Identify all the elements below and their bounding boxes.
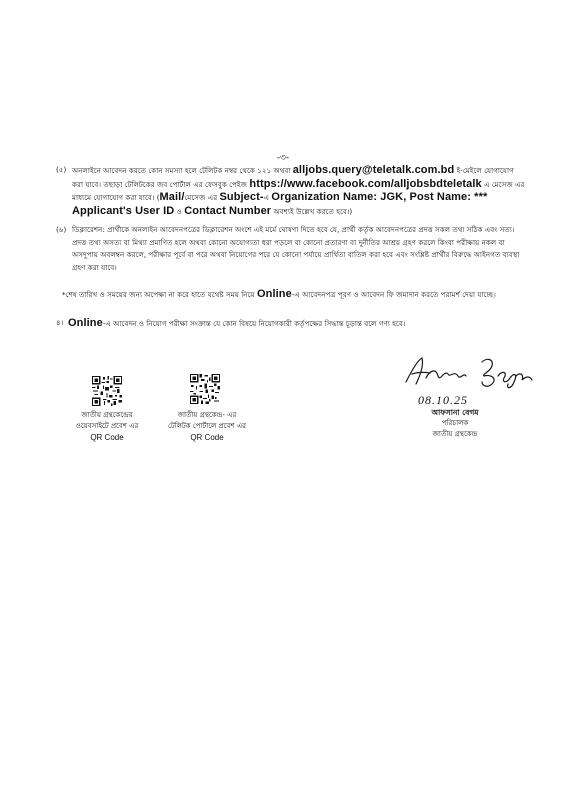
- item-5-text-a: অনলাইনে আবেদন করতে কোন সমস্যা হলে টেলিটক নম্বর থেকে ১২১ অথবা: [72, 166, 293, 175]
- qr-code-icon: [92, 376, 122, 406]
- item-6: [56, 224, 526, 274]
- item-5-text-c: এ মেসেজ এর মাধ্যমে যোগাযোগ করা যাবে। (: [72, 179, 525, 202]
- facebook-url: https://www.facebook.com/alljobsbdteletalk: [249, 177, 482, 190]
- qr-caption-website-line3: QR Code: [90, 433, 124, 442]
- signatory-block: [400, 407, 510, 440]
- signature-date: 08.10.25: [418, 393, 468, 407]
- qr-code-icon: [190, 374, 220, 404]
- item-5: [56, 164, 526, 218]
- qr-code-teletalk[interactable]: [190, 374, 220, 404]
- item-4: [56, 317, 526, 331]
- qr-caption-teletalk-line1: জাতীয় গ্রন্থকেন্দ্র- এর: [177, 411, 237, 419]
- support-email: alljobs.query@teletalk.com.bd: [292, 164, 455, 176]
- note-online: Online: [256, 288, 292, 300]
- item-6-number: (৬): [56, 225, 67, 234]
- qr-caption-teletalk: [146, 410, 268, 443]
- qr-caption-teletalk-line2: টেলিটক পোর্টালে প্রবেশ এর: [167, 422, 246, 430]
- handwritten-signature: [402, 352, 534, 394]
- page-number: -৩-: [276, 153, 290, 163]
- item-6-text: ডিক্লারেশন: প্রার্থীকে অনলাইন আবেদনপত্রের ডিক্লারেশন অংশে এই মর্মে ঘোষণা দিতে হবে যে, প্রার্থী কর্তৃক আবেদনপত্রের প্রদত্ত সকল তথ্য সঠিক এবং সত্য। প্রদত্ত তথ্য অসত্য বা মিথ্যা প্রমাণিত হলে অথবা কোনো অযোগ্যতা ধরা পড়লে বা কোনো প্রতারণা বা দুর্নীতির আশ্রয় গ্রহণ করলে কিংবা পরীক্ষায় নকল বা অসদুপায় অবলম্বন করলে, পরীক্ষার পূর্বে বা পরে অথবা নিয়োগের পরে যে কোনো পর্যায়ে প্রার্থিতা বাতিল করা হবে এবং সংশ্লিষ্ট প্রার্থীর বিরুদ্ধে আইনগত ব্যবস্থা গ্রহণ করা যাবে।: [72, 225, 520, 272]
- deadline-note: [56, 288, 526, 302]
- signatory-organization: জাতীয় গ্রন্থকেন্দ্র: [432, 430, 478, 438]
- item-5-text-d: মেসেজ এর: [184, 193, 220, 202]
- note-text-a: *শেষ তারিখ ও সময়ের জন্য অপেক্ষা না করে হাতে যথেষ্ট সময় নিয়ে: [62, 290, 257, 299]
- organization-info: Organization Name: JGK, Post Name: *** Applicant's User ID: [72, 191, 488, 217]
- subject-label: Subject-: [219, 191, 264, 203]
- qr-caption-teletalk-line3: QR Code: [190, 433, 224, 442]
- qr-code-website[interactable]: [92, 376, 122, 406]
- note-text-b: -এ আবেদনপত্র পূরণ ও আবেদন ফি জমাদান করতে পরামর্শ দেয়া যাচ্ছে।: [291, 290, 496, 299]
- mail-label: Mail/: [159, 191, 185, 203]
- signatory-title: পরিচালক: [441, 419, 469, 427]
- item-4-number: ৪।: [56, 318, 64, 327]
- item-4-online: Online: [68, 317, 103, 329]
- item-4-text: -এ আবেদন ও নিয়োগ পরীক্ষা সংক্রান্ত যে কোন বিষয়ে নিয়োগকারী কর্তৃপক্ষের সিদ্ধান্ত চূড়ান্ত বলে গণ্য হবে।: [102, 319, 406, 328]
- qr-caption-website-line1: জাতীয় গ্রন্থকেন্দ্রের: [81, 411, 133, 419]
- item-5-text-f: ও: [174, 206, 185, 216]
- item-5-text-g: অবশ্যই উল্লেখ করতে হবে।): [271, 206, 353, 216]
- contact-number-label: Contact Number: [184, 204, 272, 217]
- item-5-number: (৫): [56, 165, 67, 174]
- item-5-text-e: এ: [263, 193, 272, 202]
- item-5-text-b: ই-মেইলে যোগাযোগ করা যাবে। তছাড়া টেলিটকের জব পোর্টাল এর ফেসবুক পেইজ: [72, 166, 514, 189]
- qr-caption-website-line2: ওয়েবসাইটে প্রবেশ এর: [75, 422, 139, 430]
- item-5-body: [72, 164, 526, 218]
- signatory-name: আফসানা বেগম: [431, 408, 479, 417]
